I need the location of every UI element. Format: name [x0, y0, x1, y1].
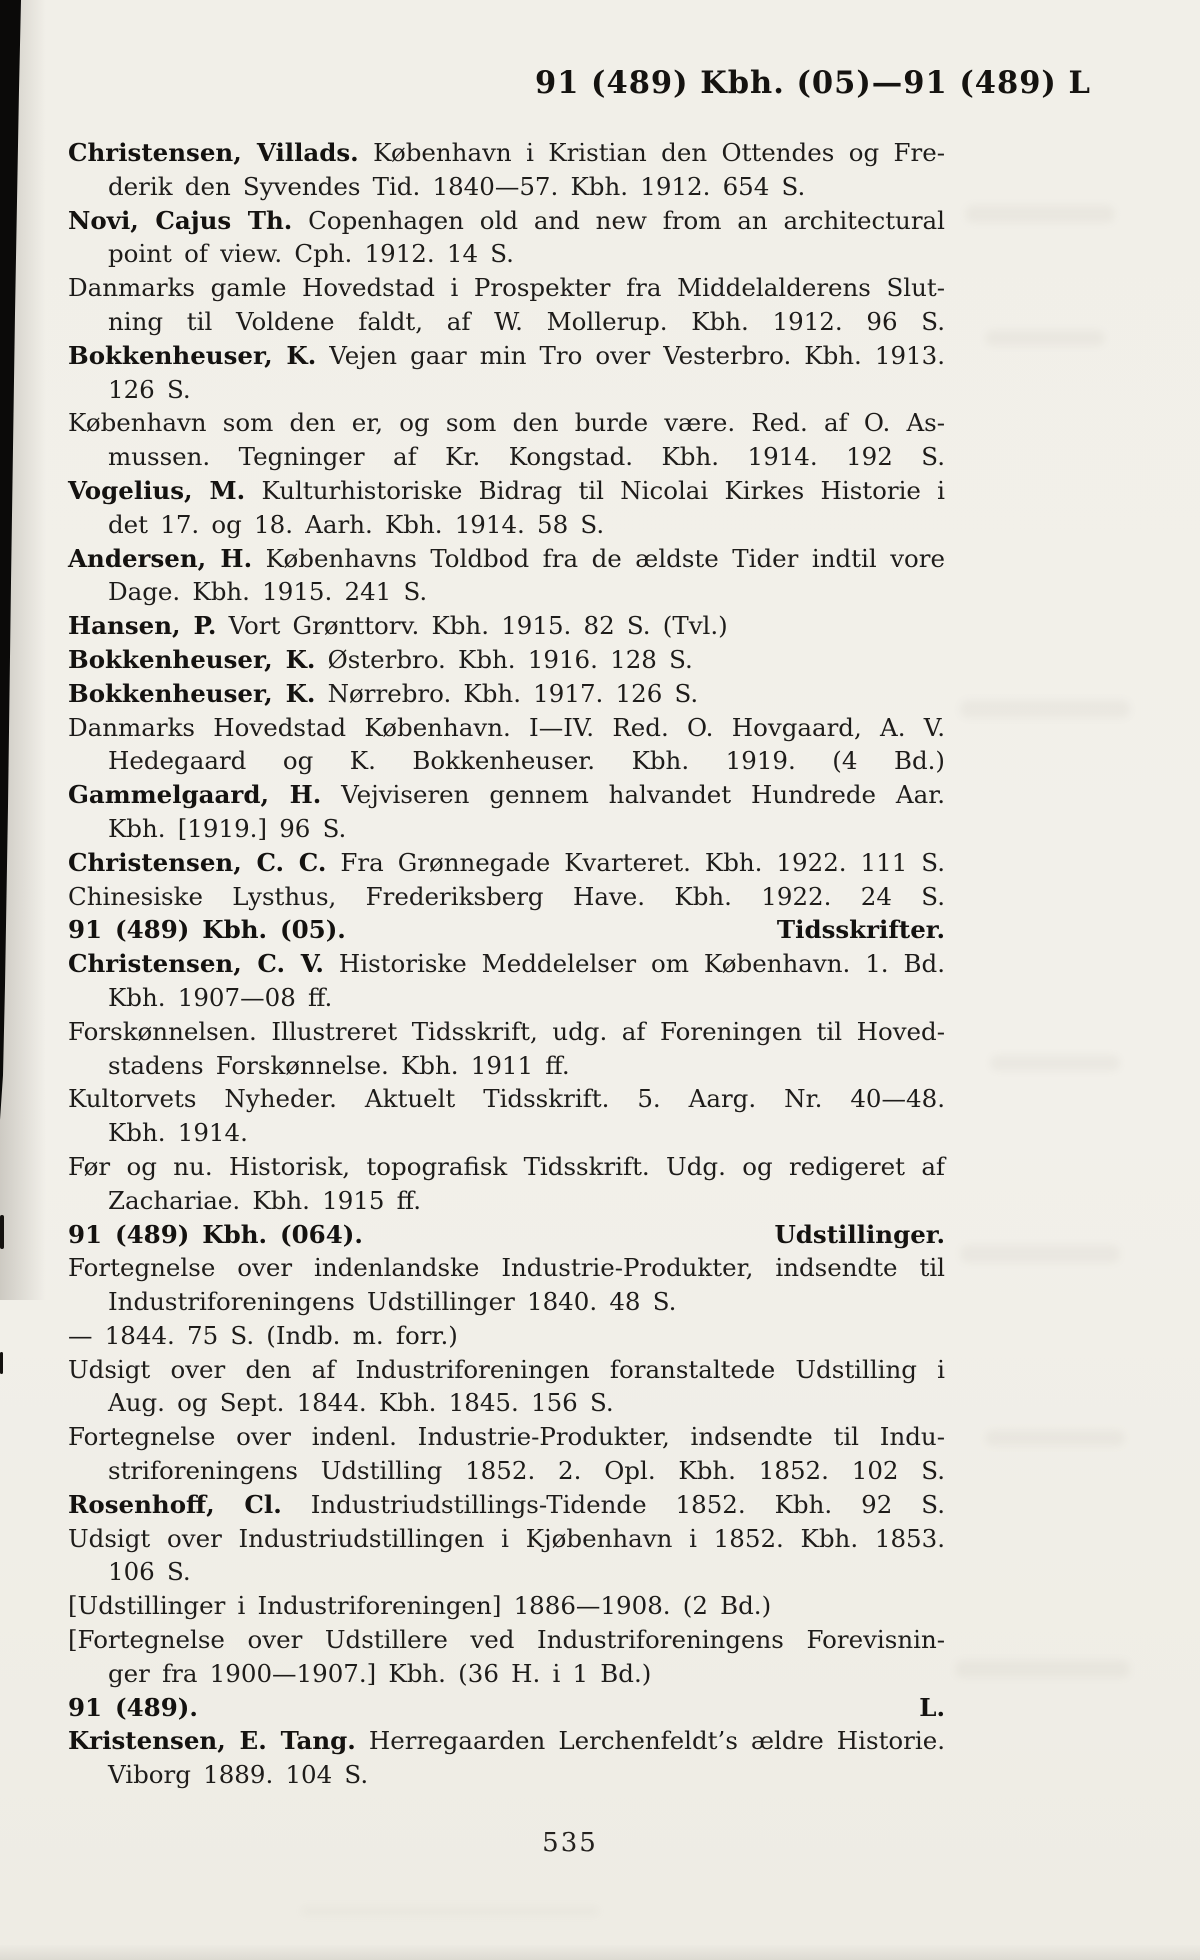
author-name: Bokkenheuser, K.: [68, 340, 317, 370]
entry-line: Kultorvets Nyheder. Aktuelt Tidsskrift. 5. Aarg. Nr. 40—48.: [68, 1084, 945, 1114]
section-title: Tidsskrifter.: [776, 915, 945, 945]
section-class-number: 91 (489) Kbh. (05).: [68, 915, 346, 945]
entry-line: 106 S.: [108, 1557, 191, 1587]
bleed-through-smudge: [965, 205, 1115, 223]
entry-line: derik den Syvendes Tid. 1840—57. Kbh. 1912. 654 S.: [108, 171, 806, 201]
author-name: Bokkenheuser, K.: [68, 678, 316, 708]
author-name: Gammelgaard, H.: [68, 780, 322, 810]
entry-line: Zachariae. Kbh. 1915 ff.: [108, 1185, 421, 1215]
entry-line: [Fortegnelse over Udstillere ved Industriforeningens Forevisnin-: [68, 1625, 945, 1655]
scan-edge-mark: [0, 1215, 4, 1249]
bleed-through-smudge: [985, 330, 1105, 346]
entry-line: Kristensen, E. Tang. Herregaarden Lerchenfeldt’s ældre Historie.: [68, 1726, 946, 1756]
entry-line: Hansen, P. Vort Grønttorv. Kbh. 1915. 82 S. (Tvl.): [68, 611, 728, 641]
bleed-through-smudge: [955, 1660, 1130, 1678]
scan-bottom-shading: [0, 1944, 1200, 1960]
entry-line: Kbh. 1907—08 ff.: [108, 982, 333, 1012]
entry-line: Dage. Kbh. 1915. 241 S.: [108, 577, 428, 607]
entry-line: Rosenhoff, Cl. Industriudstillings-Tidende 1852. Kbh. 92 S.: [68, 1489, 945, 1519]
section-heading: [68, 1218, 945, 1252]
entry-line: Christensen, C. C. Fra Grønnegade Kvarteret. Kbh. 1922. 111 S.: [68, 847, 945, 877]
author-name: Rosenhoff, Cl.: [68, 1489, 282, 1519]
entry-line: Forskønnelsen. Illustreret Tidsskrift, udg. af Foreningen til Hoved-: [68, 1016, 945, 1046]
author-name: Kristensen, E. Tang.: [68, 1726, 356, 1756]
entry-line: Fortegnelse over indenl. Industrie-Produkter, indsendte til Indu-: [68, 1422, 945, 1452]
section-heading: [68, 913, 945, 947]
bleed-through-smudge: [960, 700, 1130, 718]
entry-line: Gammelgaard, H. Vejviseren gennem halvandet Hundrede Aar.: [68, 780, 946, 810]
entry-line: Aug. og Sept. 1844. Kbh. 1845. 156 S.: [108, 1388, 614, 1418]
entry-line: Kbh. 1914.: [108, 1118, 248, 1148]
entry-line: 126 S.: [108, 374, 191, 404]
entry-line: Chinesiske Lysthus, Frederiksberg Have. Kbh. 1922. 24 S.: [68, 881, 945, 911]
author-name: Christensen, Villads.: [68, 138, 359, 167]
section-title: L.: [919, 1692, 945, 1722]
entry-line: Bokkenheuser, K. Vejen gaar min Tro over Vesterbro. Kbh. 1913.: [68, 340, 945, 370]
section-heading: [68, 1691, 945, 1725]
author-name: Bokkenheuser, K.: [68, 644, 316, 674]
entry-line: Hedegaard og K. Bokkenheuser. Kbh. 1919. (4 Bd.): [108, 746, 945, 776]
page-number: 535: [542, 1828, 598, 1858]
bleed-through-smudge: [990, 1055, 1120, 1071]
entry-line: det 17. og 18. Aarh. Kbh. 1914. 58 S.: [108, 509, 605, 539]
entry-line: [Udstillinger i Industriforeningen] 1886—1908. (2 Bd.): [68, 1591, 772, 1621]
entry-line: Bokkenheuser, K. Østerbro. Kbh. 1916. 128 S.: [68, 644, 693, 674]
author-name: Andersen, H.: [68, 543, 253, 573]
entry-line: Christensen, C. V. Historiske Meddelelser om København. 1. Bd.: [68, 949, 946, 979]
bleed-through-smudge: [300, 1905, 600, 1917]
entry-line: Før og nu. Historisk, topografisk Tidsskrift. Udg. og redigeret af: [68, 1151, 945, 1181]
entry-line: København som den er, og som den burde være. Red. af O. As-: [68, 408, 945, 438]
entry-line: Viborg 1889. 104 S.: [108, 1760, 369, 1790]
section-class-number: 91 (489) Kbh. (064).: [68, 1219, 363, 1249]
bleed-through-smudge: [985, 1430, 1125, 1446]
entry-line: striforeningens Udstilling 1852. 2. Opl. Kbh. 1852. 102 S.: [108, 1456, 945, 1486]
entry-line: Danmarks gamle Hovedstad i Prospekter fra Middelalderens Slut-: [68, 273, 945, 303]
entry-line: Bokkenheuser, K. Nørrebro. Kbh. 1917. 126 S.: [68, 678, 699, 708]
author-name: Novi, Cajus Th.: [68, 205, 293, 235]
entry-line: Industriforeningens Udstillinger 1840. 48 S.: [108, 1287, 677, 1317]
entry-line: Udsigt over den af Industriforeningen foranstaltede Udstilling i: [68, 1354, 945, 1384]
bleed-through-smudge: [960, 1245, 1120, 1263]
scan-gutter-shadow: [0, 0, 26, 1120]
entry-line: — 1844. 75 S. (Indb. m. forr.): [68, 1320, 458, 1350]
entry-line: ning til Voldene faldt, af W. Mollerup. Kbh. 1912. 96 S.: [108, 306, 945, 336]
text-block: [68, 136, 945, 1792]
section-class-number: 91 (489).: [68, 1692, 198, 1722]
author-name: Vogelius, M.: [68, 475, 246, 505]
running-header: 91 (489) Kbh. (05)—91 (489) L: [535, 65, 1091, 101]
entry-line: Kbh. [1919.] 96 S.: [108, 813, 347, 843]
author-name: Hansen, P.: [68, 611, 217, 641]
entry-line: mussen. Tegninger af Kr. Kongstad. Kbh. 1914. 192 S.: [108, 442, 945, 472]
entry-line: Andersen, H. Københavns Toldbod fra de ældste Tider indtil vore: [68, 543, 946, 573]
entry-line: stadens Forskønnelse. Kbh. 1911 ff.: [108, 1050, 570, 1080]
entry-line: Christensen, Villads. København i Kristian den Ottendes og Fre-: [68, 138, 945, 167]
author-name: Christensen, C. C.: [68, 847, 327, 877]
entry-line: Udsigt over Industriudstillingen i Kjøbenhavn i 1852. Kbh. 1853.: [68, 1523, 945, 1553]
entry-line: Vogelius, M. Kulturhistoriske Bidrag til Nicolai Kirkes Historie i: [68, 475, 945, 505]
entry-line: Novi, Cajus Th. Copenhagen old and new from an architectural: [68, 205, 945, 235]
author-name: Christensen, C. V.: [68, 949, 324, 979]
entry-line: Danmarks Hovedstad København. I—IV. Red. O. Hovgaard, A. V.: [68, 712, 945, 742]
entry-line: point of view. Cph. 1912. 14 S.: [108, 239, 514, 269]
scan-edge-mark: [0, 1352, 3, 1374]
entry-line: Fortegnelse over indenlandske Industrie-Produkter, indsendte til: [68, 1253, 945, 1283]
entry-line: ger fra 1900—1907.] Kbh. (36 H. i 1 Bd.): [108, 1658, 652, 1688]
section-title: Udstillinger.: [774, 1219, 945, 1249]
